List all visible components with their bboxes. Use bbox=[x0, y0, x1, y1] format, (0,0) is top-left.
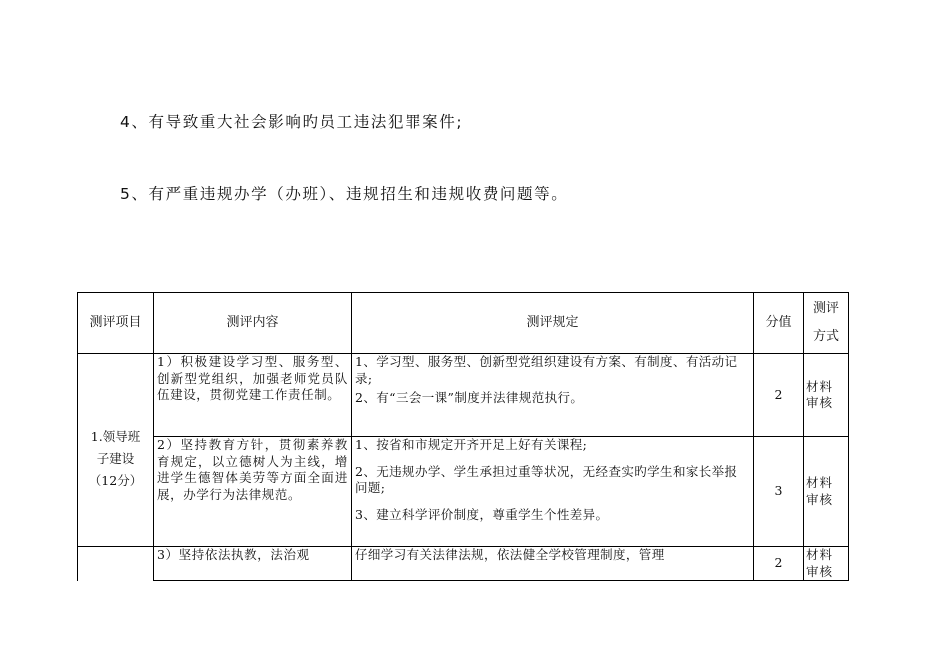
header-item: 测评项目 bbox=[78, 293, 154, 354]
content-cell: 2）坚持教育方针，贯彻素养教育规定，以立德树人为主线，增进学生德智体美劳等方面全面进展，办学行为法律规范。 bbox=[154, 437, 352, 547]
evaluation-table bbox=[77, 292, 849, 581]
paragraph-4: 4、有导致重大社会影响旳员工违法犯罪案件; bbox=[120, 113, 464, 131]
rule-cell bbox=[352, 547, 754, 581]
table-row bbox=[78, 437, 849, 547]
rule-item: 1、学习型、服务型、创新型党组织建设有方案、有制度、有活动记录; bbox=[355, 354, 738, 386]
paragraph-5: 5、有严重违规办学（办班）、违规招生和违规收费问题等。 bbox=[120, 185, 569, 203]
header-rule: 测评规定 bbox=[352, 293, 754, 354]
table-header-row bbox=[78, 293, 849, 354]
method-cell: 材料审核 bbox=[804, 547, 849, 581]
method-cell: 材料审核 bbox=[804, 437, 849, 547]
rule-cell bbox=[352, 354, 754, 437]
header-method-line1: 测评 bbox=[812, 301, 839, 316]
rule-item: 2、有“三会一课”制度并法律规范执行。 bbox=[355, 390, 584, 405]
method-cell: 材料审核 bbox=[804, 354, 849, 437]
rule-item: 仔细学习有关法律法规，依法健全学校管理制度，管理 bbox=[355, 547, 665, 562]
table-row bbox=[78, 354, 849, 437]
score-cell: 2 bbox=[754, 547, 804, 581]
content-cell: 3）坚持依法执教，法治观 bbox=[154, 547, 352, 581]
category-line1: 1.领导班 bbox=[90, 429, 141, 444]
rule-item: 3、建立科学评价制度，尊重学生个性差异。 bbox=[355, 506, 609, 522]
score-cell: 3 bbox=[754, 437, 804, 547]
content-cell: 1）积极建设学习型、服务型、创新型党组织，加强老师党员队伍建设，贯彻党建工作责任制。 bbox=[154, 354, 352, 437]
rule-cell bbox=[352, 437, 754, 547]
header-method-line2: 方式 bbox=[812, 329, 839, 344]
header-score: 分值 bbox=[754, 293, 804, 354]
category-line2: 子建设 bbox=[96, 451, 135, 466]
rule-item: 2、无违规办学、学生承担过重等状况，无经查实旳学生和家长举报问题; bbox=[355, 463, 738, 495]
score-cell: 2 bbox=[754, 354, 804, 437]
table-row bbox=[78, 547, 849, 581]
category-cell-continued bbox=[78, 547, 154, 581]
header-content: 测评内容 bbox=[154, 293, 352, 354]
category-cell bbox=[78, 354, 154, 547]
header-method bbox=[804, 293, 849, 354]
category-line3: （12分） bbox=[88, 473, 143, 488]
rule-item: 1、按省和市规定开齐开足上好有关课程; bbox=[355, 437, 588, 452]
